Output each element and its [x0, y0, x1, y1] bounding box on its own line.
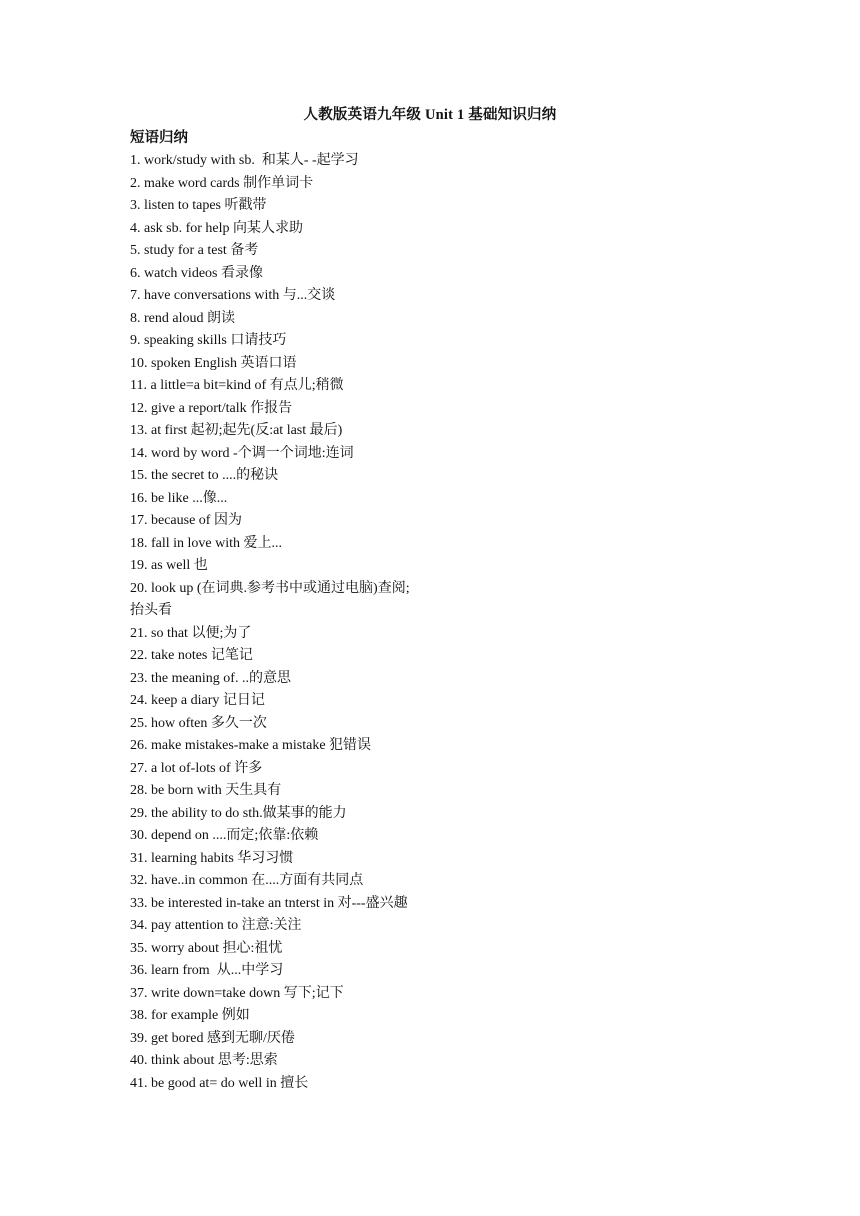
list-item: 32. have..in common 在....方面有共同点 — [130, 873, 364, 888]
list-item: 25. how often 多久一次 — [130, 715, 267, 731]
list-item: 1. work/study with sb. 和某人- -起学习 — [130, 153, 359, 168]
list-item: 17. because of 因为 — [130, 513, 242, 528]
list-item: 13. at first 起初;起先(反:at last 最后) — [130, 423, 343, 438]
list-item: 18. fall in love with 爱上... — [130, 535, 283, 551]
list-item: 2. make word cards 制作单词卡 — [130, 175, 314, 191]
list-item: 21. so that 以便;为了 — [130, 625, 252, 641]
list-item: 24. keep a diary 记日记 — [130, 693, 265, 708]
page-title: 人教版英语九年级 Unit 1 基础知识归纳 — [303, 107, 557, 123]
list-item: 3. listen to tapes 听戳带 — [130, 198, 267, 213]
list-item: 11. a little=a bit=kind of 有点儿;稍微 — [130, 378, 344, 393]
list-item: 31. learning habits 华习习惯 — [130, 850, 294, 866]
list-item: 35. worry about 担心:祖忧 — [130, 940, 283, 956]
list-item: 33. be interested in-take an tnterst in 对---盛兴趣 — [130, 895, 408, 911]
list-item: 5. study for a test 备考 — [130, 243, 259, 258]
list-item: 27. a lot of-lots of 许多 — [130, 760, 263, 776]
list-item: 26. make mistakes-make a mistake 犯错误 — [130, 738, 372, 753]
list-item: 36. learn from 从...中学习 — [130, 963, 284, 978]
list-item: 4. ask sb. for help 向某人求助 — [130, 220, 304, 236]
list-item: 14. word by word -个调一个词地:连词 — [130, 445, 354, 461]
list-item: 6. watch videos 看录像 — [130, 265, 263, 281]
list-item: 23. the meaning of. ..的意思 — [130, 670, 291, 686]
list-item: 29. the ability to do sth.做某事的能力 — [130, 805, 347, 821]
list-item: 9. speaking skills 口请技巧 — [130, 333, 287, 348]
list-item: 28. be born with 天生具有 — [130, 783, 282, 798]
list-item: 7. have conversations with 与...交谈 — [130, 288, 336, 303]
list-item: 34. pay attention to 注意:关注 — [130, 918, 302, 933]
list-item: 12. give a report/talk 作报告 — [130, 400, 293, 416]
list-item: 39. get bored 感到无聊/厌倦 — [130, 1030, 295, 1046]
list-item: 20. look up (在词典.参考书中或通过电脑)查阅; — [130, 580, 410, 596]
list-item: 38. for example 例如 — [130, 1008, 250, 1023]
list-item: 41. be good at= do well in 擅长 — [130, 1075, 309, 1091]
list-item: 16. be like ...像... — [130, 490, 228, 506]
list-item: 30. depend on ....而定;依靠:依赖 — [130, 828, 319, 843]
list-item: 10. spoken English 英语口语 — [130, 355, 297, 371]
phrase-list — [130, 150, 730, 1095]
list-item: 8. rend aloud 朗读 — [130, 310, 235, 326]
list-item: 37. write down=take down 写下;记下 — [130, 985, 344, 1001]
list-item: 15. the secret to ....的秘诀 — [130, 468, 279, 483]
list-item: 19. as well 也 — [130, 558, 208, 573]
list-item: 22. take notes 记笔记 — [130, 648, 253, 663]
list-item-continuation: 抬头看 — [130, 603, 172, 618]
section-heading: 短语归纳 — [130, 130, 188, 146]
list-item: 40. think about 思考:思索 — [130, 1053, 278, 1068]
